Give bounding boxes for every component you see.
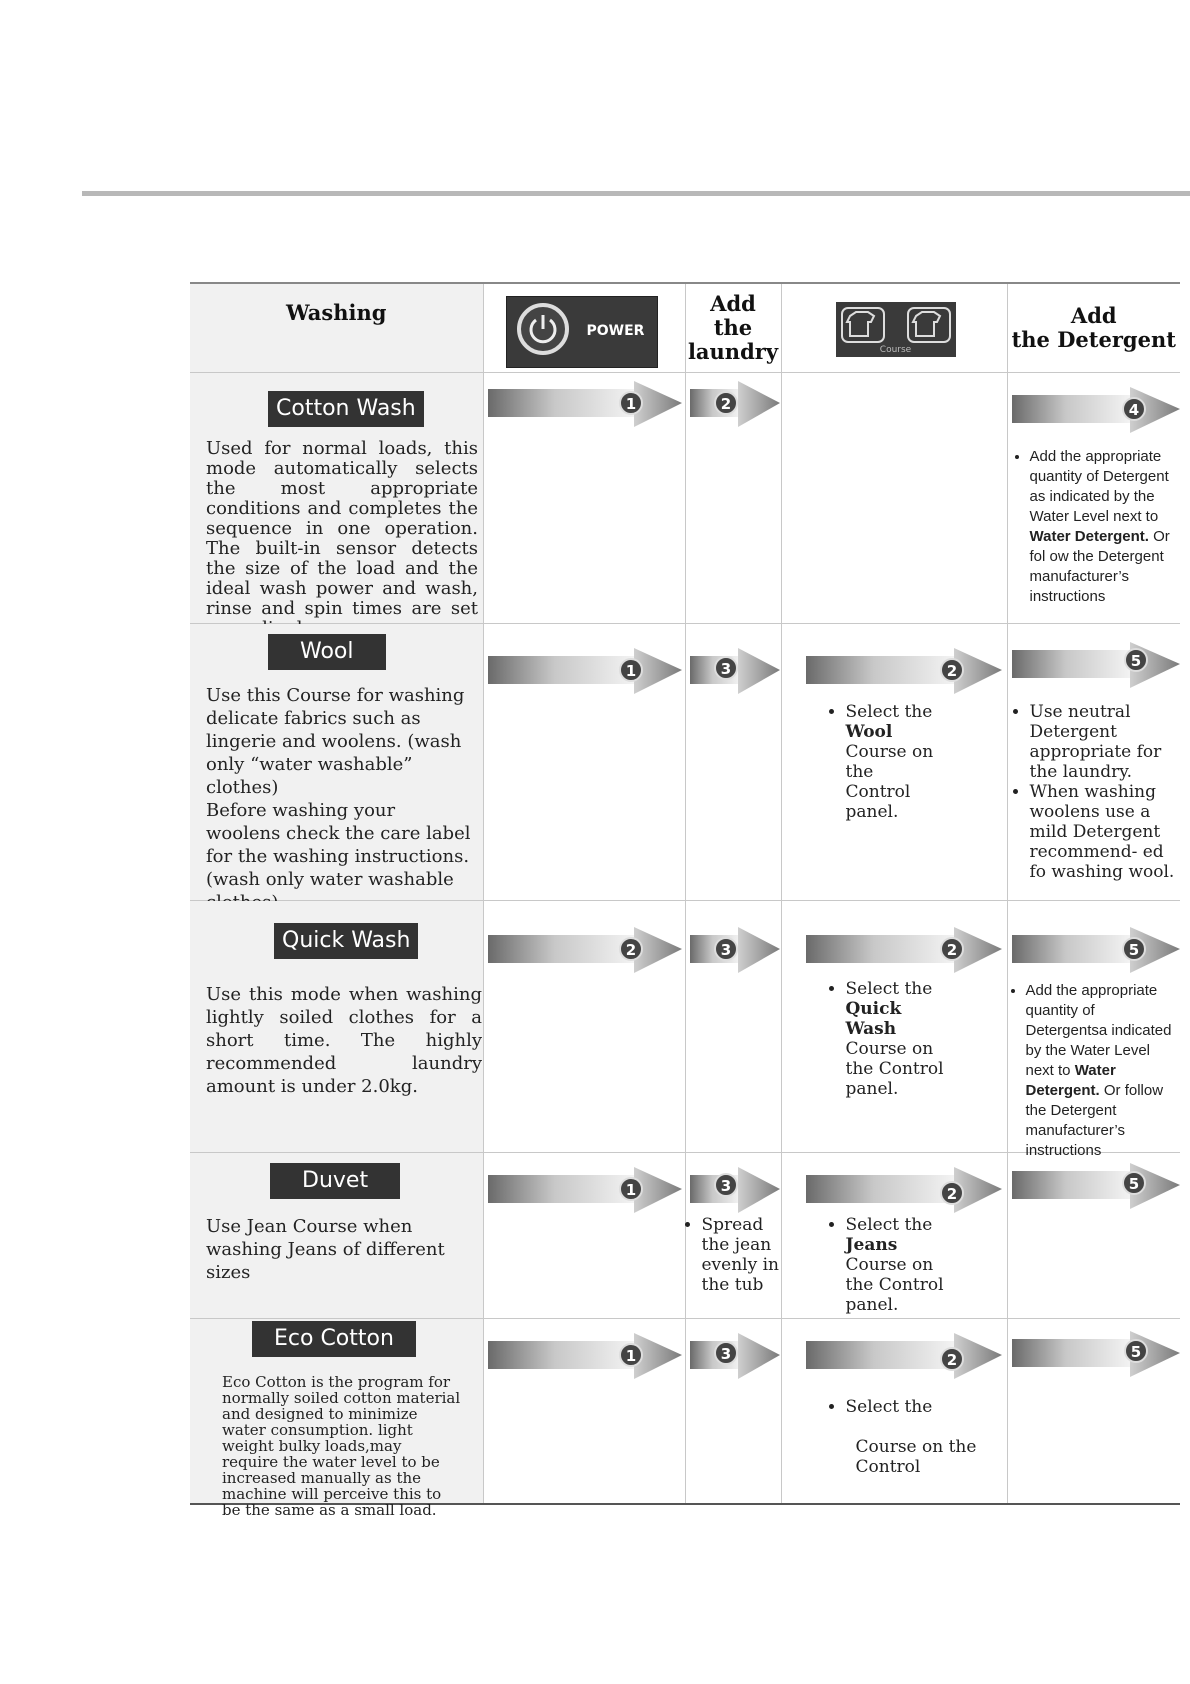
step-number: 2: [946, 1351, 957, 1369]
step-number: 1: [625, 1347, 636, 1365]
detergent-instructions: [1014, 702, 1180, 882]
detergent-text: Add the appropriate quantity of Detergentsa indicated by the Water Level next to: [1025, 982, 1172, 1079]
duvet-laundry-cell: [685, 1153, 781, 1319]
step-number: 3: [720, 941, 731, 959]
quick-course-cell: [781, 901, 1007, 1153]
row-duvet: [190, 1153, 1180, 1319]
course-bold: Wool: [845, 722, 893, 742]
step-arrow: [688, 923, 782, 981]
detergent-text: Add the appropriate quantity of Detergent as indicated by the Water Level next to: [1029, 448, 1169, 525]
wool-laundry-cell: [685, 624, 781, 901]
step-number: 3: [720, 1345, 731, 1363]
step-arrow: [1010, 383, 1182, 441]
description-line: Before washing your woolens check the care label for the washing instructions.: [206, 800, 471, 867]
power-icon: [517, 303, 569, 355]
course-instructions: [830, 1397, 980, 1477]
quick-detergent-cell: [1007, 901, 1180, 1159]
wool-power-cell: [483, 624, 685, 901]
washing-heading: Washing: [286, 300, 387, 325]
step-arrow: [804, 1329, 1004, 1387]
table-header-row: [190, 283, 1180, 373]
course-text: Select the: [845, 1215, 933, 1235]
detergent-item: • When washing woolens use a mild Detergent recommend- ed fo washing wool.: [1030, 782, 1180, 882]
header-add-detergent: [1007, 283, 1180, 373]
laundry-text: • Spread the jean evenly in the tub: [702, 1215, 780, 1295]
wool-desc-cell: [190, 624, 483, 901]
duvet-course-cell: [781, 1153, 1007, 1319]
step-arrow: [486, 377, 684, 435]
cotton-course-cell: [781, 373, 1007, 624]
program-description: Eco Cotton is the program for normally soiled cotton material and designed to minimize water consumption. light weight bulky loads,may require the water level to be increased manually as the machine will perceive this to be the same as a small load.: [222, 1373, 461, 1519]
detergent-bold: Water Detergent.: [1029, 528, 1149, 545]
step-number: 5: [1130, 1343, 1141, 1361]
step-arrow: [804, 1163, 1004, 1221]
step-number: 5: [1128, 941, 1139, 959]
header-power: [483, 283, 685, 373]
step-arrow: [688, 1329, 782, 1387]
course-button: [836, 302, 956, 357]
course-instructions: [830, 702, 940, 822]
eco-course-cell: [781, 1319, 1007, 1504]
detergent-bold: Water Detergent.: [1025, 1062, 1116, 1099]
step-arrow: [688, 1163, 782, 1221]
step-arrow: [1010, 1159, 1182, 1217]
course-bold: Jeans: [845, 1235, 898, 1255]
program-name-badge: Quick Wash: [274, 923, 418, 959]
detergent-heading-line2: the Detergent: [1011, 327, 1176, 352]
program-name-badge: Eco Cotton: [252, 1321, 416, 1357]
step-arrow: [688, 377, 782, 435]
step-number: 2: [625, 941, 636, 959]
detergent-tail: Or follow the Detergent manufacturer’s instructions: [1025, 1082, 1164, 1159]
step-number: 1: [625, 662, 636, 680]
program-description: Use Jean Course when washing Jeans of different sizes: [206, 1216, 445, 1283]
header-rule: [82, 191, 1190, 196]
program-name-badge: Wool: [268, 634, 386, 670]
wool-course-cell: [781, 624, 1007, 901]
step-number: 3: [720, 1177, 731, 1195]
course-tail: Course on the Control panel.: [845, 742, 934, 822]
header-washing: [190, 283, 483, 373]
step-number: 3: [720, 660, 731, 678]
program-name-badge: Duvet: [270, 1163, 400, 1199]
course-text: Select the: [845, 979, 933, 999]
program-description: Used for normal loads, this mode automatically selects the most appropriate conditions and completes the sequence in one operation. The built-in sensor detects the size of the load and the ideal wash power and wash, rinse and spin times are set: [206, 438, 478, 619]
eco-laundry-cell: [685, 1319, 781, 1504]
step-arrow: [804, 644, 1004, 702]
step-arrow: [486, 923, 684, 981]
course-tail: Course on the Control panel.: [845, 1255, 944, 1315]
course-instructions: [830, 1215, 946, 1315]
row-quick-wash: [190, 901, 1180, 1153]
program-name-badge: Cotton Wash: [268, 391, 424, 427]
laundry-heading-line2: the: [713, 315, 753, 340]
shirt-icon: [836, 304, 956, 349]
quick-desc-cell: [190, 901, 483, 1153]
course-bold: Quick Wash: [845, 999, 902, 1039]
header-add-laundry: [685, 283, 781, 373]
step-number: 4: [1128, 401, 1139, 419]
detergent-instructions: [1010, 981, 1180, 1161]
duvet-desc-cell: [190, 1153, 483, 1319]
course-text: Select the: [845, 702, 933, 722]
cotton-desc-cell: [190, 373, 483, 624]
program-description: Use this mode when washing lightly soiled clothes for a short time. The highly recommended laundry amount is under 2.0kg.: [206, 984, 482, 1097]
step-arrow: [1010, 1327, 1182, 1385]
step-arrow: [486, 1329, 684, 1387]
detergent-tail: Or fol ow the Detergent manufacturer’s instructions: [1029, 528, 1170, 605]
course-text: • Select the: [846, 1397, 980, 1417]
step-arrow: [486, 1163, 684, 1221]
quick-power-cell: [483, 901, 685, 1153]
laundry-heading-line3: laundry: [687, 339, 779, 364]
step-arrow: [486, 644, 684, 702]
power-button: [506, 296, 658, 368]
step-number: 2: [946, 941, 957, 959]
step-arrow: [804, 923, 1004, 981]
step-number: 1: [625, 1181, 636, 1199]
step-arrow: [688, 644, 782, 702]
cotton-power-cell: [483, 373, 685, 624]
laundry-heading-line1: Add: [710, 291, 756, 316]
duvet-detergent-cell: [1007, 1153, 1180, 1319]
step-number: 2: [946, 1185, 957, 1203]
description-line: Use this Course for washing delicate fabrics such as lingerie and woolens. (wash only “water washable” clothes): [206, 685, 465, 798]
step-arrow: [1010, 638, 1182, 696]
course-instructions: [830, 979, 946, 1099]
eco-detergent-cell: [1007, 1319, 1180, 1504]
program-description: [206, 684, 474, 914]
laundry-instructions: [686, 1215, 780, 1295]
step-number: 5: [1130, 652, 1141, 670]
header-course: [781, 283, 1007, 373]
power-label: POWER: [586, 323, 645, 339]
step-number: 2: [946, 662, 957, 680]
cotton-laundry-cell: [685, 373, 781, 624]
row-cotton-wash: [190, 373, 1180, 624]
course-tail: Course on the Control panel.: [845, 1039, 944, 1099]
detergent-instructions: [1014, 447, 1178, 607]
detergent-item: • Use neutral Detergent appropriate for the laundry.: [1030, 702, 1180, 782]
cotton-detergent-cell: [1007, 373, 1180, 624]
washing-program-table: [190, 282, 1180, 1519]
description-line: (wash only water washable: [206, 869, 454, 890]
step-arrow: [1010, 923, 1182, 981]
wool-detergent-cell: [1007, 624, 1180, 901]
course-tail: Course on the Control: [855, 1437, 977, 1477]
step-number: 2: [720, 395, 731, 413]
duvet-power-cell: [483, 1153, 685, 1319]
row-eco-cotton: [190, 1319, 1180, 1504]
row-wool: [190, 624, 1180, 901]
eco-power-cell: [483, 1319, 685, 1504]
detergent-heading-line1: Add: [1070, 303, 1117, 328]
eco-desc-cell: [190, 1319, 483, 1519]
step-number: 5: [1128, 1175, 1139, 1193]
quick-laundry-cell: [685, 901, 781, 1153]
course-label: Course: [879, 345, 912, 355]
step-number: 1: [625, 395, 636, 413]
